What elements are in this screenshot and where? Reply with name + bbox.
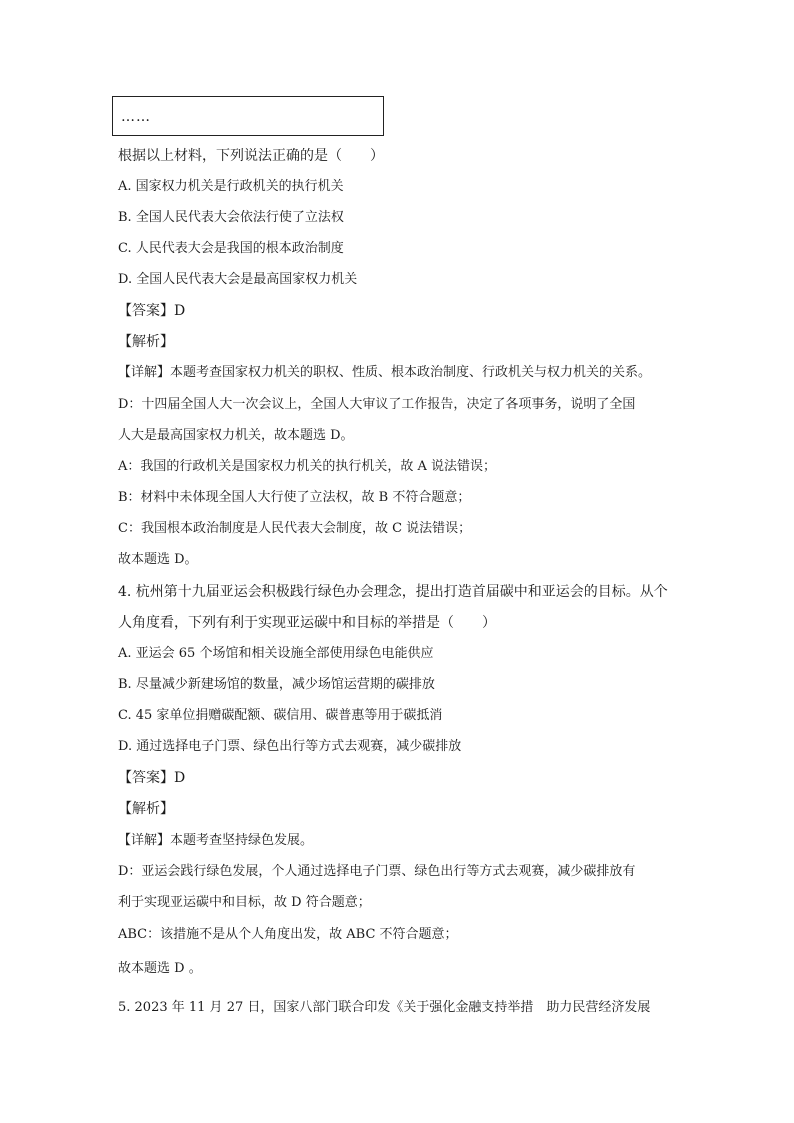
q4-option-a: A. 亚运会 65 个场馆和相关设施全部使用绿色电能供应 — [118, 646, 434, 661]
q3-analysis-title: 【解析】 — [118, 334, 174, 350]
q4-d-line1: D：亚运会践行绿色发展，个人通过选择电子门票、绿色出行等方式去观赛，减少碳排放有 — [118, 864, 636, 879]
q3-option-a: A. 国家权力机关是行政机关的执行机关 — [118, 179, 344, 194]
q3-option-b: B. 全国人民代表大会依法行使了立法权 — [118, 210, 344, 225]
q4-answer: 【答案】D — [118, 770, 186, 786]
q3-c-line: C：我国根本政治制度是人民代表大会制度，故 C 说法错误； — [118, 521, 472, 536]
q3-a-line: A：我国的行政机关是国家权力机关的执行机关，故 A 说法错误； — [118, 459, 497, 474]
q4-detail-intro: 【详解】本题考查坚持绿色发展。 — [118, 833, 314, 848]
q3-d-line1: D：十四届全国人大一次会议上，全国人大审议了工作报告，决定了各项事务，说明了全国 — [118, 397, 636, 412]
q4-stem-line2: 人角度看，下列有利于实现亚运碳中和目标的举措是（ ） — [118, 615, 496, 631]
q3-conclusion: 故本题选 D。 — [118, 552, 198, 567]
q4-option-b: B. 尽量减少新建场馆的数量，减少场馆运营期的碳排放 — [118, 677, 435, 692]
q3-stem: 根据以上材料，下列说法正确的是（ ） — [118, 148, 384, 164]
material-box — [112, 96, 384, 136]
q4-stem-line1: 4. 杭州第十九届亚运会积极践行绿色办会理念，提出打造首届碳中和亚运会的目标。从个 — [118, 584, 668, 600]
q4-option-d: D. 通过选择电子门票、绿色出行等方式去观赛，减少碳排放 — [118, 739, 462, 754]
q3-answer: 【答案】D — [118, 303, 186, 319]
q4-d-line2: 利于实现亚运碳中和目标，故 D 符合题意； — [118, 895, 371, 910]
q5-stem-line1: 5. 2023 年 11 月 27 日，国家八部门联合印发《关于强化金融支持举措 助力民营经济发展 — [118, 1000, 651, 1015]
q3-detail-intro: 【详解】本题考查国家权力机关的职权、性质、根本政治制度、行政机关与权力机关的关系。 — [118, 365, 652, 380]
q3-d-line2: 人大是最高国家权力机关，故本题选 D。 — [118, 428, 354, 443]
q4-conclusion: 故本题选 D 。 — [118, 961, 202, 976]
q3-option-d: D. 全国人民代表大会是最高国家权力机关 — [118, 272, 358, 287]
q3-b-line: B：材料中未体现全国人大行使了立法权，故 B 不符合题意； — [118, 490, 471, 505]
q3-option-c: C. 人民代表大会是我国的根本政治制度 — [118, 241, 344, 256]
q4-analysis-title: 【解析】 — [118, 801, 174, 817]
q4-option-c: C. 45 家单位捐赠碳配额、碳信用、碳普惠等用于碳抵消 — [118, 708, 443, 723]
q4-abc-line: ABC：该措施不是从个人角度出发，故 ABC 不符合题意； — [118, 927, 458, 942]
material-ellipsis: …… — [121, 109, 151, 125]
